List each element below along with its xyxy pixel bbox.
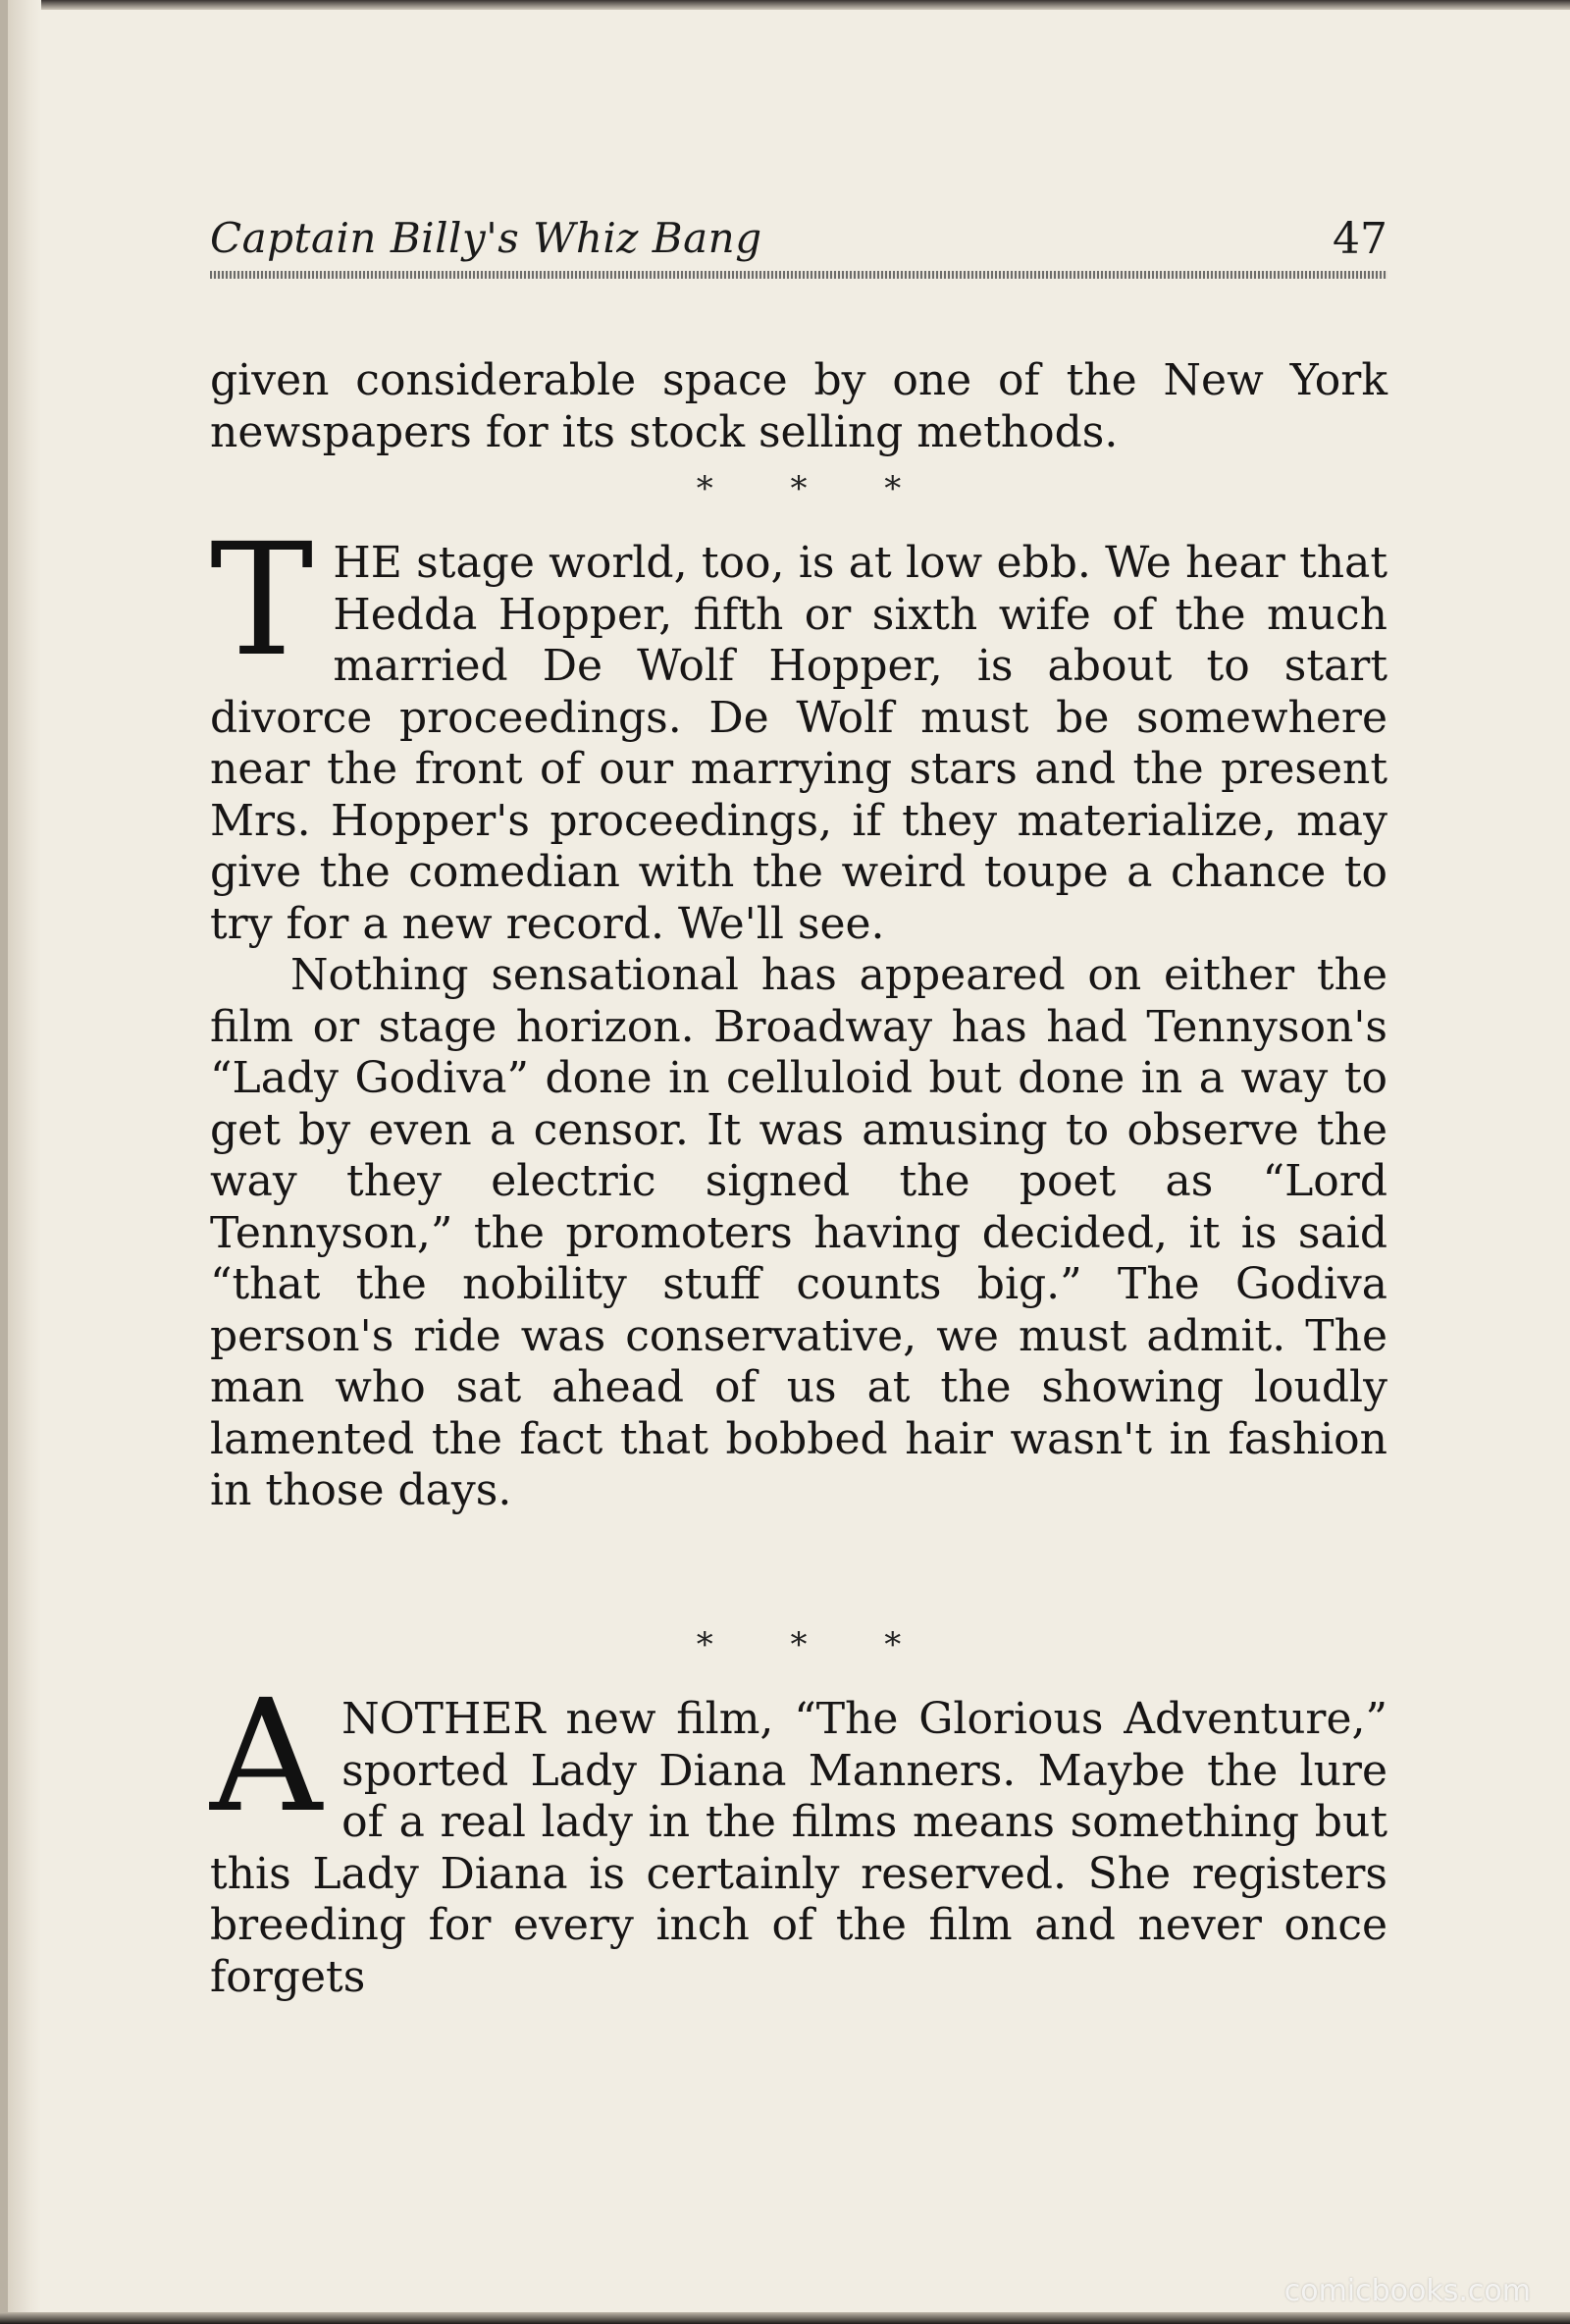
section-separator: * * * [696,469,935,508]
page-top-edge [0,0,1570,10]
page-bottom-edge [0,2312,1570,2324]
article-stage-world [210,510,1387,1517]
section-separator: * * * [696,1625,935,1664]
page-gutter [0,0,41,2324]
paragraph-text: given considerable space by one of the New York newspapers for its stock selling methods. [210,355,1387,457]
page-number: 47 [1333,214,1387,264]
site-watermark: comicbooks.com [1283,2274,1531,2308]
paragraph-text: Nothing sensational has appeared on either the film or stage horizon. Broadway has had Tennyson's “Lady Godiva” done in celluloid but done in a way to get by even a censor. It was amusing to observe the way they electric signed the poet as “Lord Tennyson,” the promoters having decided, it is said “that the nobility stuff counts big.” The Godiva person's ride was conservative, we must admit. The man who sat ahead of us at the showing loudly lamented the fact that bobbed hair wasn't in fashion in those days. [210,950,1387,1515]
paragraph-text: NOTHER new film, “The Glorious Adventure,” sported Lady Diana Manners. Maybe the lure of a real lady in the films means something but this Lady Diana is certainly reserved. She registers breeding for every inch of the film and never once forgets [210,1694,1387,2002]
page-header [210,214,1387,273]
header-rule [210,271,1387,279]
running-title: Captain Billy's Whiz Bang [210,214,762,262]
drop-cap-letter: A [210,1666,323,1847]
continued-paragraph [210,355,1387,458]
article-glorious-adventure [210,1666,1387,2003]
paragraph-text: HE stage world, too, is at low ebb. We hear that Hedda Hopper, fifth or sixth wife of the much married De Wolf Hopper, is about to start divorce proceedings. De Wolf must be somewhere near the front of our marrying stars and the present Mrs. Hopper's proceedings, if they materialize, may give the comedian with the weird toupe a chance to try for a new record. We'll see. [210,538,1387,949]
drop-cap-letter: T [210,510,314,691]
